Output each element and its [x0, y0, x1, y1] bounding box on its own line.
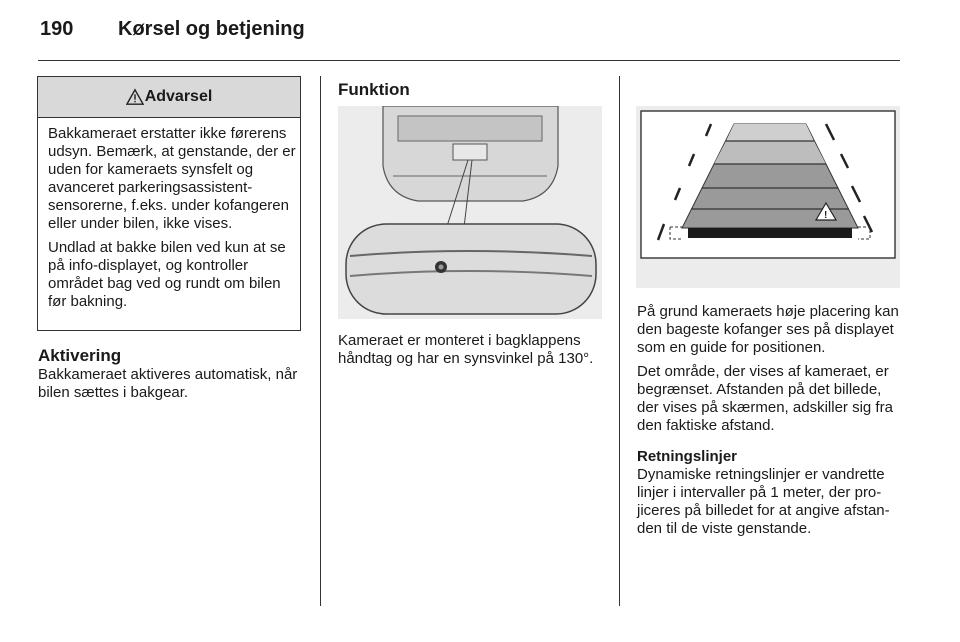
column-divider-left	[320, 76, 321, 606]
warning-paragraph: Undlad at bakke bilen ved kun at se på info-displayet, og kontroller området bag ved og rundt om bilen før bakning.	[48, 239, 286, 310]
function-heading: Funktion	[338, 80, 410, 99]
warning-box	[37, 76, 301, 331]
camera-location-illustration	[338, 106, 602, 319]
warning-title: Advarsel	[144, 88, 213, 105]
display-paragraph-1: På grund kameraets høje placering kan den bageste kofanger ses på displayet som en guide for positionen.	[637, 303, 899, 356]
guidelines-heading: Retningslinjer	[637, 448, 738, 465]
activation-section	[38, 346, 308, 402]
display-paragraph-2: Det område, der vises af kameraet, er begrænset. Afstanden på det billede, der vises på skærmen, adskiller sig fra den faktiske afstand.	[637, 363, 893, 434]
warning-header	[38, 77, 300, 118]
page-title: Kørsel og betjening	[118, 18, 305, 40]
svg-text:!: !	[824, 210, 828, 221]
display-section	[637, 303, 905, 435]
car-rear-drawing	[338, 106, 602, 319]
guidelines-text: Dynamiske retningslinjer er vandrette linjer i intervaller på 1 meter, der projiceres på billedet for at angive afstanden til de viste genstande.	[637, 466, 890, 537]
activation-text: Bakkameraet aktiveres automatisk, når bilen sættes i bakgear.	[38, 366, 298, 401]
function-text: Kameraet er monteret i bagklappens håndtag og har en synsvinkel på 130°.	[338, 332, 594, 367]
rear-camera-display-illustration	[636, 106, 900, 288]
page-number: 190	[40, 18, 74, 40]
warning-triangle-icon	[126, 88, 144, 106]
column-divider-right	[619, 76, 620, 606]
camera-display-drawing	[636, 106, 900, 288]
warning-body	[38, 118, 300, 311]
header-rule	[38, 60, 900, 61]
warning-paragraph: Bakkameraet erstatter ikke førerens udsyn. Bemærk, at genstande, der er uden for kameraets synsfelt og avanceret parkeringsassistent-sensorerne, f.eks. under kofangeren eller under bilen, ikke vises.	[48, 125, 296, 232]
activation-heading: Aktivering	[38, 346, 122, 365]
guidelines-section	[637, 448, 905, 538]
